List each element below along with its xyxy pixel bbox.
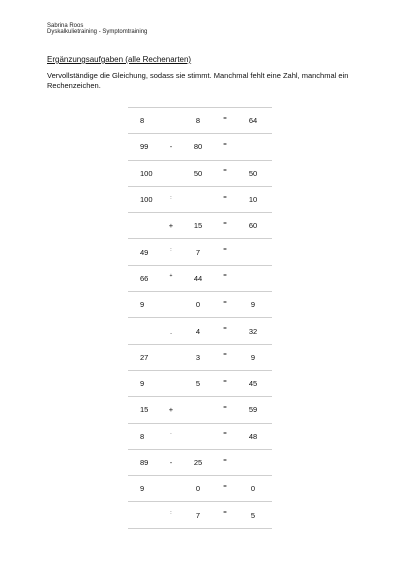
exercise-row (128, 423, 272, 449)
result: 32 (234, 318, 272, 344)
author-name: Sabrina Roos (47, 23, 84, 29)
result: 10 (234, 186, 272, 212)
second-operand: 7 (180, 239, 216, 265)
first-operand: 9 (128, 370, 162, 396)
exercise-row (128, 108, 272, 134)
operator: : (162, 184, 180, 210)
result: 48 (234, 423, 272, 449)
document-subtitle: Dyskalkulietraining - Symptomtraining (47, 29, 148, 35)
exercise-row (128, 449, 272, 475)
second-operand: 44 (180, 265, 216, 291)
exercise-row (128, 213, 272, 239)
equals-sign: = (216, 421, 234, 447)
exercise-row (128, 344, 272, 370)
first-operand: 66 (128, 265, 162, 291)
second-operand[interactable] (180, 397, 216, 423)
second-operand[interactable] (180, 423, 216, 449)
equals-sign: = (216, 447, 234, 473)
second-operand: 3 (180, 344, 216, 370)
second-operand: 0 (180, 292, 216, 318)
second-operand: 15 (180, 213, 216, 239)
result: 5 (234, 502, 272, 528)
operator[interactable] (162, 344, 180, 370)
operator[interactable] (162, 370, 180, 396)
equals-sign: = (216, 368, 234, 394)
equals-sign: = (216, 290, 234, 316)
operator[interactable] (162, 476, 180, 502)
equals-sign: = (216, 211, 234, 237)
first-operand: 15 (128, 397, 162, 423)
second-operand[interactable] (180, 186, 216, 212)
first-operand: 8 (128, 108, 162, 134)
equals-sign: = (216, 395, 234, 421)
operator: - (162, 449, 180, 475)
operator: · (162, 421, 180, 447)
exercise-row (128, 476, 272, 502)
result: 60 (234, 213, 272, 239)
exercise-row (128, 370, 272, 396)
equals-sign: = (216, 106, 234, 132)
exercise-row (128, 186, 272, 212)
exercise-row (128, 134, 272, 160)
equals-sign: = (216, 237, 234, 263)
equals-sign: = (216, 500, 234, 526)
first-operand: 8 (128, 423, 162, 449)
exercise-row (128, 502, 272, 528)
result[interactable] (234, 265, 272, 291)
operator: - (162, 134, 180, 160)
exercise-row (128, 265, 272, 291)
first-operand[interactable] (128, 502, 162, 528)
operator: : (162, 237, 180, 263)
operator: . (162, 318, 180, 344)
result: 45 (234, 370, 272, 396)
exercise-row (128, 318, 272, 344)
first-operand: 9 (128, 292, 162, 318)
operator[interactable] (162, 160, 180, 186)
result: 0 (234, 476, 272, 502)
operator[interactable] (162, 292, 180, 318)
equals-sign: = (216, 342, 234, 368)
result: 9 (234, 344, 272, 370)
first-operand: 99 (128, 134, 162, 160)
equals-sign: = (216, 474, 234, 500)
exercise-row (128, 292, 272, 318)
document-header (47, 23, 147, 35)
exercise-table-body (128, 108, 272, 529)
result[interactable] (234, 239, 272, 265)
second-operand: 5 (180, 370, 216, 396)
exercise-row (128, 397, 272, 423)
equals-sign: = (216, 158, 234, 184)
second-operand: 8 (180, 108, 216, 134)
exercise-row (128, 160, 272, 186)
operator: + (162, 397, 180, 423)
result: 9 (234, 292, 272, 318)
second-operand: 4 (180, 318, 216, 344)
first-operand: 89 (128, 449, 162, 475)
first-operand: 100 (128, 160, 162, 186)
first-operand: 49 (128, 239, 162, 265)
equals-sign: = (216, 316, 234, 342)
worksheet-title: Ergänzungsaufgaben (alle Rechenarten) (47, 55, 192, 64)
second-operand: 0 (180, 476, 216, 502)
operator[interactable] (162, 108, 180, 134)
second-operand: 7 (180, 502, 216, 528)
result[interactable] (234, 134, 272, 160)
second-operand: 80 (180, 134, 216, 160)
equals-sign: = (216, 263, 234, 289)
worksheet-instructions: Vervollständige die Gleichung, sodass sie stimmt. Manchmal fehlt eine Zahl, manchmal ein Rechenzeichen. (47, 71, 349, 90)
equals-sign: = (216, 132, 234, 158)
exercise-table (128, 107, 272, 529)
result: 59 (234, 397, 272, 423)
second-operand: 50 (180, 160, 216, 186)
operator: : (162, 500, 180, 526)
first-operand: 9 (128, 476, 162, 502)
first-operand: 100 (128, 186, 162, 212)
operator: + (162, 213, 180, 239)
result: 64 (234, 108, 272, 134)
second-operand: 25 (180, 449, 216, 475)
equals-sign: = (216, 184, 234, 210)
first-operand[interactable] (128, 213, 162, 239)
operator: + (162, 263, 180, 289)
result: 50 (234, 160, 272, 186)
first-operand[interactable] (128, 318, 162, 344)
first-operand: 27 (128, 344, 162, 370)
result[interactable] (234, 449, 272, 475)
exercise-row (128, 239, 272, 265)
